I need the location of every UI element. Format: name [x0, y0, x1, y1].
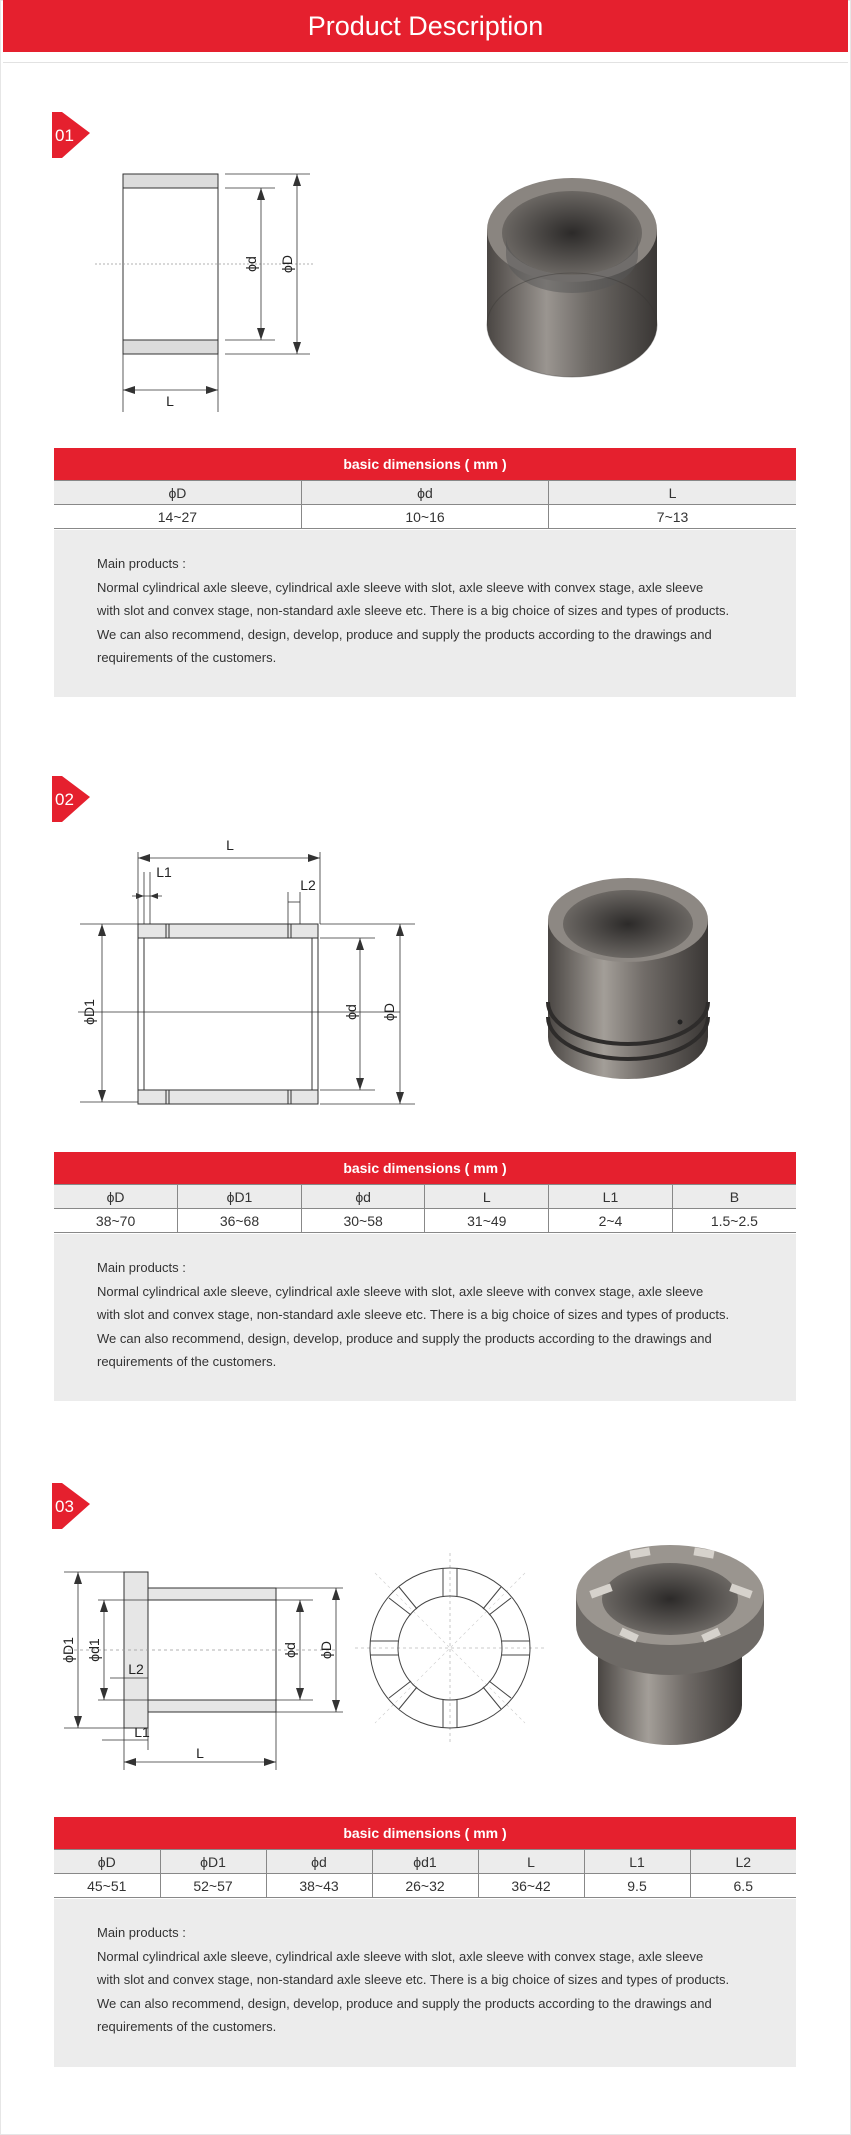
table-cell: 14~27	[54, 505, 301, 529]
flanged-bushing-product-photo	[570, 1535, 780, 1765]
description-title: Main products :	[97, 556, 186, 571]
table-header-cell: L1	[549, 1185, 673, 1209]
table-header-cell: ϕd	[301, 481, 548, 505]
table-header-cell: ϕD1	[160, 1850, 266, 1874]
table-header-cell: L	[549, 481, 796, 505]
label-phi-D1: ϕD1	[60, 1637, 76, 1663]
table-cell: 36~68	[178, 1209, 302, 1233]
table-header-cell: ϕD	[54, 1850, 160, 1874]
table-header-cell: L2	[690, 1850, 796, 1874]
grooved-bushing-technical-drawing	[70, 832, 430, 1112]
label-L: L	[196, 1745, 204, 1761]
table-cell: 45~51	[54, 1874, 160, 1898]
description-title: Main products :	[97, 1925, 186, 1940]
table-row	[54, 1209, 796, 1233]
label-phi-d: ϕd	[243, 256, 259, 272]
label-phi-D: ϕD	[318, 1641, 334, 1659]
table-header-cell: ϕd	[266, 1850, 372, 1874]
label-L1: L1	[156, 864, 172, 880]
table-header-row	[54, 1850, 796, 1874]
table-cell: 9.5	[584, 1874, 690, 1898]
description-line: with slot and convex stage, non-standard axle sleeve etc. There is a big choice of sizes and types of products.	[97, 1972, 730, 1987]
label-phi-D: ϕD	[381, 1003, 397, 1021]
description-line: Normal cylindrical axle sleeve, cylindrical axle sleeve with slot, axle sleeve with convex stage, axle sleeve	[97, 1283, 704, 1299]
label-phi-D1: ϕD1	[81, 999, 97, 1025]
dimensions-table-title: basic dimensions ( mm )	[54, 448, 796, 480]
page-header	[3, 0, 848, 52]
section-number-badge	[52, 1483, 92, 1529]
table-header-row	[54, 481, 796, 505]
table-cell: 38~43	[266, 1874, 372, 1898]
description-line: requirements of the customers.	[97, 2019, 277, 2034]
product-description-box	[54, 530, 796, 697]
dimensions-table	[54, 480, 796, 529]
label-L: L	[166, 393, 174, 409]
section-number: 01	[55, 126, 74, 145]
table-cell: 52~57	[160, 1874, 266, 1898]
label-L1: L1	[134, 1724, 150, 1740]
table-header-cell: ϕd1	[372, 1850, 478, 1874]
table-cell: 6.5	[690, 1874, 796, 1898]
section-number: 02	[55, 790, 74, 809]
label-phi-d: ϕd	[282, 1642, 298, 1658]
description-line: We can also recommend, design, develop, produce and supply the products according to the drawings and	[97, 1330, 712, 1346]
table-cell: 38~70	[54, 1209, 178, 1233]
table-cell: 36~42	[478, 1874, 584, 1898]
table-cell: 26~32	[372, 1874, 478, 1898]
table-cell: 1.5~2.5	[672, 1209, 796, 1233]
table-cell: 31~49	[425, 1209, 549, 1233]
description-line: with slot and convex stage, non-standard axle sleeve etc. There is a big choice of sizes and types of products.	[97, 1307, 730, 1322]
dimensions-table	[54, 1849, 796, 1898]
label-phi-d1: ϕd1	[86, 1638, 102, 1662]
description-line: requirements of the customers.	[97, 1354, 277, 1369]
section-number-badge	[52, 112, 92, 158]
product-description-box	[54, 1899, 796, 2067]
table-header-cell: ϕd	[301, 1185, 425, 1209]
dimensions-table	[54, 1184, 796, 1233]
table-header-cell: ϕD	[54, 1185, 178, 1209]
flanged-bushing-end-view-drawing	[355, 1553, 545, 1743]
product-description-box	[54, 1234, 796, 1401]
table-cell: 2~4	[549, 1209, 673, 1233]
table-header-cell: ϕD1	[178, 1185, 302, 1209]
table-row	[54, 1874, 796, 1898]
table-header-cell: B	[672, 1185, 796, 1209]
flanged-bushing-technical-drawing	[58, 1550, 348, 1780]
label-L: L	[226, 837, 234, 853]
description-line: with slot and convex stage, non-standard axle sleeve etc. There is a big choice of sizes and types of products.	[97, 603, 730, 618]
table-header-row	[54, 1185, 796, 1209]
grooved-bushing-product-photo	[540, 872, 720, 1092]
table-row	[54, 505, 796, 529]
label-phi-d: ϕd	[343, 1004, 359, 1020]
bushing-product-photo	[480, 175, 670, 390]
page-title: Product Description	[307, 11, 544, 41]
table-header-cell: L	[478, 1850, 584, 1874]
header-divider	[3, 62, 848, 63]
label-L2: L2	[300, 877, 316, 893]
description-line: requirements of the customers.	[97, 650, 277, 665]
section-number-badge	[52, 776, 92, 822]
description-line: Normal cylindrical axle sleeve, cylindrical axle sleeve with slot, axle sleeve with convex stage, axle sleeve	[97, 1948, 704, 1964]
description-title: Main products :	[97, 1260, 186, 1275]
section-number: 03	[55, 1497, 74, 1516]
table-header-cell: ϕD	[54, 481, 301, 505]
table-header-cell: L1	[584, 1850, 690, 1874]
description-line: Normal cylindrical axle sleeve, cylindrical axle sleeve with slot, axle sleeve with convex stage, axle sleeve	[97, 579, 704, 595]
label-phi-D: ϕD	[279, 255, 295, 273]
dimensions-table-title: basic dimensions ( mm )	[54, 1152, 796, 1184]
table-cell: 10~16	[301, 505, 548, 529]
bushing-technical-drawing	[85, 160, 330, 420]
description-line: We can also recommend, design, develop, produce and supply the products according to the drawings and	[97, 626, 712, 642]
table-cell: 7~13	[549, 505, 796, 529]
description-line: We can also recommend, design, develop, produce and supply the products according to the drawings and	[97, 1995, 712, 2011]
label-L2: L2	[128, 1661, 144, 1677]
dimensions-table-title: basic dimensions ( mm )	[54, 1817, 796, 1849]
table-cell: 30~58	[301, 1209, 425, 1233]
table-header-cell: L	[425, 1185, 549, 1209]
